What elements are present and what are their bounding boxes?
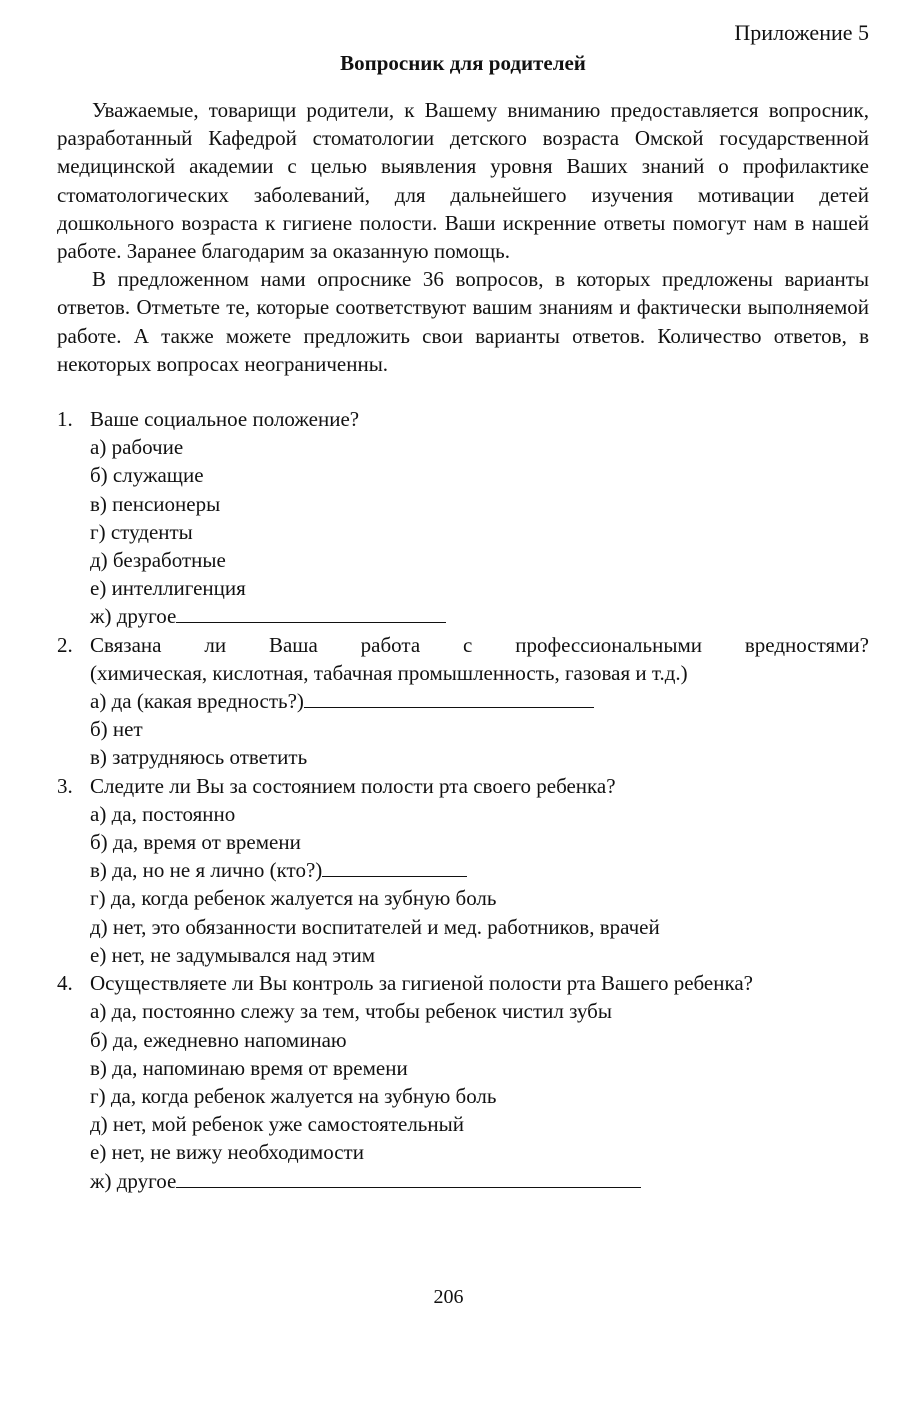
option-item: б) нет (90, 717, 143, 742)
option-item: а) да, постоянно (90, 801, 236, 826)
question-number: 2. (57, 632, 73, 657)
question-subtext: (химическая, кислотная, табачная промышленность, газовая и т.д.) (90, 660, 688, 685)
question-text: Ваше социальное положение? (90, 407, 360, 432)
option-item: д) безработные (90, 548, 226, 573)
question-4 (57, 969, 869, 1195)
answer-blank-line[interactable] (304, 687, 594, 708)
question-text: Следите ли Вы за состоянием полости рта своего ребенка? (90, 773, 616, 798)
question-list (57, 405, 869, 1195)
option-item: ж) другое (90, 602, 869, 630)
page-number: 206 (433, 1286, 464, 1308)
question-number: 3. (57, 773, 73, 798)
option-item: а) да (какая вредность?) (90, 687, 869, 715)
option-item: д) нет, мой ребенок уже самостоятельный (90, 1112, 464, 1137)
option-list (90, 433, 869, 630)
option-item: а) да, постоянно слежу за тем, чтобы ребенок чистил зубы (90, 999, 612, 1024)
answer-blank-line[interactable] (176, 602, 446, 623)
question-3 (57, 772, 869, 969)
option-item: в) да, но не я лично (кто?) (90, 856, 869, 884)
question-2 (57, 631, 869, 772)
answer-blank-line[interactable] (322, 856, 467, 877)
option-list (90, 800, 869, 969)
option-item: д) нет, это обязанности воспитателей и мед. работников, врачей (90, 914, 660, 939)
option-item: е) нет, не вижу необходимости (90, 1140, 364, 1165)
appendix-label: Приложение 5 (734, 20, 869, 45)
question-text: Осуществляете ли Вы контроль за гигиеной полости рта Вашего ребенка? (90, 971, 754, 996)
question-number: 4. (57, 971, 73, 996)
answer-blank-line[interactable] (176, 1167, 641, 1188)
option-item: г) да, когда ребенок жалуется на зубную боль (90, 886, 497, 911)
option-item: б) служащие (90, 463, 204, 488)
option-item: в) пенсионеры (90, 491, 221, 516)
intro-paragraph-2: В предложенном нами опроснике 36 вопросов, в которых предложены варианты ответов. Отметьте те, которые соответствуют вашим знаниям и фактически выполняемой работе. А также можете предложить свои варианты ответов. Количество ответов, в некоторых вопросах неограниченны. (57, 267, 869, 376)
option-item: б) да, время от времени (90, 830, 301, 855)
option-item: в) затрудняюсь ответить (90, 745, 308, 770)
question-number: 1. (57, 407, 73, 432)
option-list (90, 997, 869, 1194)
question-text: Связана ли Ваша работа с профессиональными вредностями? (90, 632, 869, 657)
option-item: е) интеллигенция (90, 576, 246, 601)
question-1 (57, 405, 869, 631)
option-item: ж) другое (90, 1167, 869, 1195)
option-item: а) рабочие (90, 435, 184, 460)
option-item: г) да, когда ребенок жалуется на зубную боль (90, 1083, 497, 1108)
option-item: е) нет, не задумывался над этим (90, 942, 376, 967)
option-list (90, 687, 869, 772)
option-item: г) студенты (90, 519, 193, 544)
option-item: б) да, ежедневно напоминаю (90, 1027, 347, 1052)
intro-paragraph-1: Уважаемые, товарищи родители, к Вашему вниманию предоставляется вопросник, разработанный Кафедрой стоматологии детского возраста Омской государственной медицинской академии с целью выявления уровня Ваших знаний о профилактике стоматологических заболеваний, для дальнейшего изучения мотивации детей дошкольного возраста к гигиене полости. Ваши искренние ответы помогут нам в нашей работе. Заранее благодарим за оказанную помощь. (57, 98, 869, 264)
questionnaire-title: Вопросник для родителей (340, 51, 586, 75)
option-item: в) да, напоминаю время от времени (90, 1055, 408, 1080)
